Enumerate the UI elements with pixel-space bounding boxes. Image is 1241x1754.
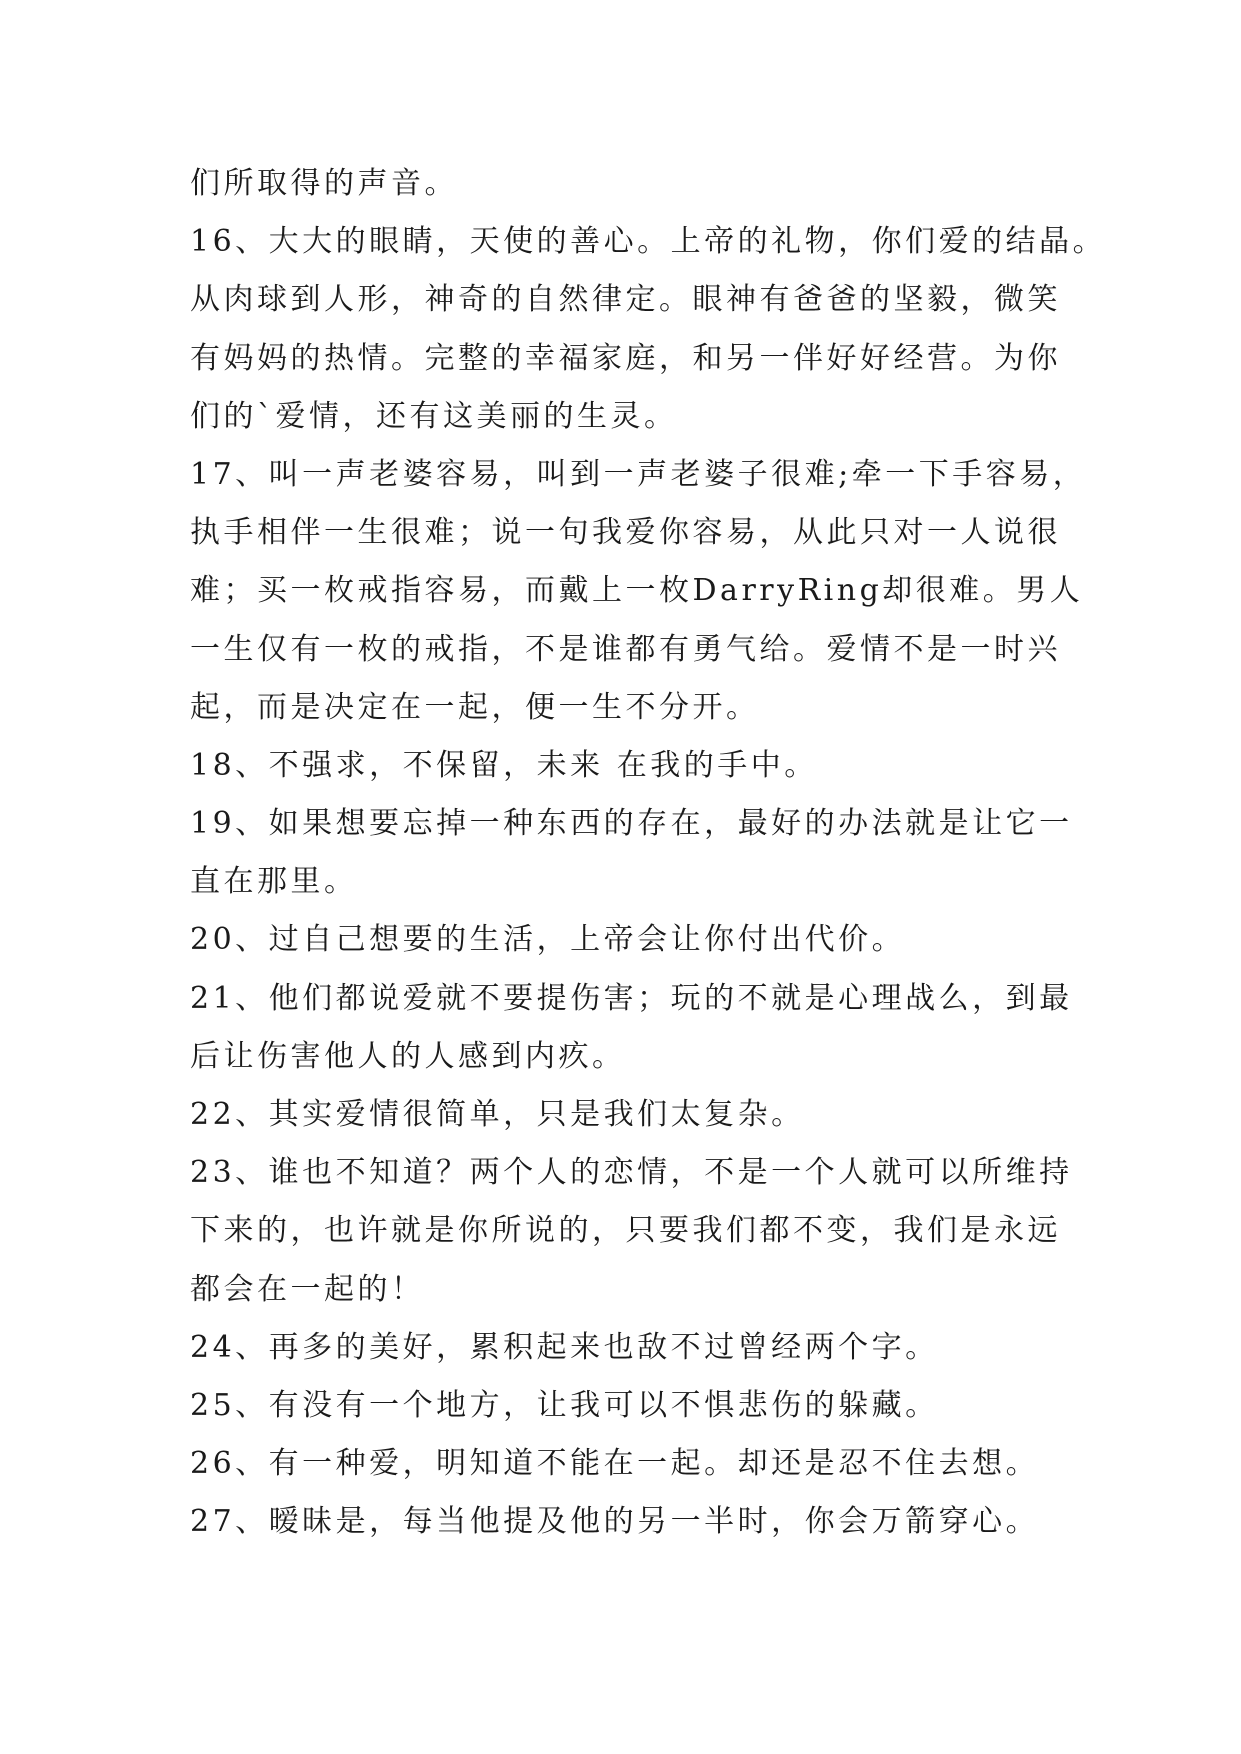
text-line: 18、不强求，不保留，未来 在我的手中。: [190, 747, 818, 783]
text-line: 17、叫一声老婆容易，叫到一声老婆子很难;牵一下手容易，: [190, 456, 1087, 492]
text-line: 19、如果想要忘掉一种东西的存在，最好的办法就是让它一: [190, 806, 1073, 842]
text-line: 16、大大的眼睛，天使的善心。上帝的礼物，你们爱的结晶。: [190, 224, 1107, 260]
text-line: 下来的，也许就是你所说的，只要我们都不变，我们是永远: [190, 1213, 1061, 1249]
text-line: 20、过自己想要的生活，上帝会让你付出代价。: [190, 922, 906, 958]
document-body: [190, 155, 1107, 1552]
text-line: 23、谁也不知道？两个人的恋情，不是一个人就可以所维持: [190, 1155, 1073, 1191]
text-line: 一生仅有一枚的戒指，不是谁都有勇气给。爱情不是一时兴: [190, 631, 1061, 667]
text-line: 从肉球到人形，神奇的自然律定。眼神有爸爸的坚毅，微笑: [190, 282, 1061, 318]
text-line: 都会在一起的！: [190, 1271, 425, 1307]
text-line: 执手相伴一生很难；说一句我爱你容易，从此只对一人说很: [190, 515, 1061, 551]
text-line: 22、其实爱情很简单，只是我们太复杂。: [190, 1097, 805, 1132]
text-line: 们所取得的声音。: [190, 166, 458, 201]
text-line: 26、有一种爱，明知道不能在一起。却还是忍不住去想。: [190, 1446, 1040, 1482]
text-line: 25、有没有一个地方，让我可以不惧悲伤的躲藏。: [190, 1387, 939, 1423]
text-line: 24、再多的美好，累积起来也敌不过曾经两个字。: [190, 1329, 939, 1365]
text-line: 有妈妈的热情。完整的幸福家庭，和另一伴好好经营。为你: [190, 340, 1061, 376]
text-line: 21、他们都说爱就不要提伤害；玩的不就是心理战么，到最: [190, 980, 1073, 1016]
text-line: 起，而是决定在一起，便一生不分开。: [190, 689, 760, 725]
text-line: 们的`爱情，还有这美丽的生灵。: [190, 398, 678, 434]
text-line: 直在那里。: [190, 864, 358, 900]
text-line: 27、暧昧是，每当他提及他的另一半时，你会万箭穿心。: [190, 1504, 1040, 1540]
text-line: 后让伤害他人的人感到内疚。: [190, 1038, 626, 1074]
text-line: 难；买一枚戒指容易，而戴上一枚DarryRing却很难。男人: [190, 573, 1084, 609]
